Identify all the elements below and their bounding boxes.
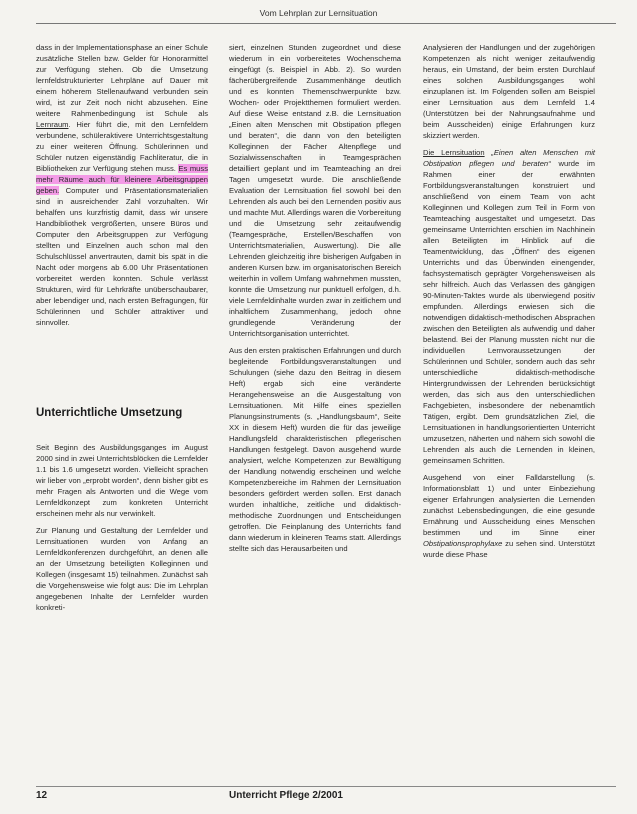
text-run: Computer und Präsentationsmaterialien sind in ausreichender Zahl vorzuhalten. Wir behalfen uns kurzfristig damit, dass wir unsere Handbibliothek vergrößerten, unsere Büros und Computer den Arbeitsgruppen zur Verfügung stellten und Einzelnen auch schon mal den Schulschlüssel anvertrauten, damit bis spät in die Nacht oder morgens ab 6.00 Uhr Präsentationen vorbereitet werden konnten. Schule verlässt Strukturen, wird für Lehrkräfte unüberschaubarer, aber lebendiger und, nach ersten Befragungen, für Schülerinnen und Schüler attraktiver und sinnvoller. — [36, 186, 208, 327]
paragraph: siert, einzelnen Stunden zugeordnet und diese wiederum in ein vorbereitetes Wochenschema eingefügt (s. Beispiel in Abb. 2). So wurden fächerübergreifende Zusammenhänge deutlich und es konnten Themenschwerpunkte bzw. Wochen- oder Projektthemen formuliert werden. Auf diese Weise entstand z.B. die Lernsituation „Einen alten Menschen mit Obstipation pflegen und beraten“, die dann von den beteiligten Kolleginnen der Fächer Altenpflege und Sozialwissenschaften in Teamgesprächen detailliert geplant und im Teamteaching an drei Tagen umgesetzt wurde. Die anschließende Evaluation der Lernsituation fiel sowohl bei den Lehrenden als auch bei den Lernenden positiv aus und machte Mut. Allerdings waren die Vorbereitung und die Umsetzung sehr zeitaufwendig (Teamgespräche, Erstellen/Beschaffen von Unterrichtsmaterialien, Auswertung). Die alle Lehrenden gleichzeitig ihre bisherigen Aufgaben in anderen Kursen bzw. im organisatorischen Bereich weiterhin in vollem Umfang wahrnehmen mussten, konnte die Umsetzung nur punktuell erfolgen, d.h. viele Lernfeldinhalte wurden zwar in zeitlichem und inhaltlichem Zusammenhang, jedoch ohne grundlegende Veränderung der Unterrichtsorganisation unterrichtet. — [229, 43, 401, 338]
text-run: . Hier führt die, mit den Lernfeldern verbundene, schüleraktivere Unterrichtsgestaltung zu einer weiteren Öffnung. Schülerinnen und Schüler nutzen eigenständig Fachliteratur, die in Bibliotheken zur Verfügung stehen muss. — [36, 120, 208, 173]
text-run: Ausgehend von einer Falldarstellung (s. Informationsblatt 1) und unter Einbeziehung eigener Erfahrungen analysierten die Lernenden zunächst Lebensbedingungen, die eine gesunde Ernährung und Ausscheidung eines Menschen bestimmen und im Sinne einer — [423, 473, 595, 537]
paragraph: Analysieren der Handlungen und der zugehörigen Kompetenzen als nicht weniger zeitaufwendig heraus, ein Umstand, der beim ersten Durchlauf eines solchen Ausbildungsganges wohl einzuplanen ist. Im Folgenden sollen am Beispiel einer Lernsituation aus dem Lernfeld 1.4 (Unterstützen bei der Nahrungsaufnahme und beim Ausscheiden) einige Erfahrungen kurz skizziert werden. — [423, 43, 595, 140]
header-rule — [36, 23, 616, 24]
footer-rule — [36, 786, 616, 787]
highlighted-text: Es muss mehr Räume auch für kleinere Arbeitsgruppen geben. — [36, 164, 208, 195]
underlined-term: Die Lernsituation — [423, 148, 485, 157]
text-run: zu sehen sind. Unterstützt wurde diese Phase — [423, 539, 595, 559]
italic-term: Obstipationsprophylaxe — [423, 539, 503, 548]
paragraph — [423, 472, 595, 560]
paragraph: Aus den ersten praktischen Erfahrungen und durch begleitende Fortbildungsveranstaltungen und Schulungen (siehe dazu den Beitrag in diesem Heft) ergab sich eine veränderte Herangehensweise an die Ausgestaltung von Lernsituationen. Mit Hilfe eines speziellen Planungsinstruments (s. „Handlungsbaum“, Seite XX in diesem Heft) wurden die für das jeweilige Handlungsfeld charakteristischen pflegerischen Handlungen festgelegt. Davon ausgehend wurde analysiert, welche Kompetenzen zur Bewältigung der Handlung notwendig erscheinen und welche Kompetenzbereiche im Rahmen der Lernsituation besonders gefördert werden sollen. Erst danach wurden inhaltliche, zeitliche und didaktisch-methodische Zuordnungen und Entscheidungen getroffen. Die Feinplanung des Unterrichts fand dann wiederum in kleineren Teams statt. Allerdings stellte sich das Herausarbeiten und — [229, 346, 401, 553]
text-column-3 — [423, 42, 595, 566]
italic-quote: „Einen alten Menschen mit Obstipation pflegen und beraten“ — [423, 148, 595, 168]
paragraph — [423, 147, 595, 466]
section-heading: Unterrichtliche Umsetzung — [36, 407, 183, 419]
journal-title: Unterricht Pflege 2/2001 — [229, 790, 343, 801]
underlined-term: Lernraum — [36, 120, 69, 129]
text-run: dass in der Implementationsphase an einer Schule zusätzliche Stellen bzw. Gelder für Honorarmittel zur Verfügung stehen. Ob die Umsetzung lernfeldstrukturierter Lehrpläne auf Dauer mit einem höherem Stellenaufwand verbunden sein wird, ist zur Zeit noch nicht abzusehen. Eine weitere Rahmenbedingung ist Schule als — [36, 43, 208, 118]
page-number: 12 — [36, 790, 48, 801]
paragraph: Seit Beginn des Ausbildungsganges im August 2000 sind in zwei Unterrichtsblöcken die Lernfelder 1.1 bis 1.6 umgesetzt worden. Vielleicht sprachen wir lieber von „erprobt worden“, denn bisher gibt es mehr Fragen als Antworten und die Wege vom Lernfeldkonzept zum konkreten Unterricht erscheinen mehr als nur verwinkelt. — [36, 443, 208, 518]
text-column-2 — [229, 42, 401, 560]
paragraph: Zur Planung und Gestaltung der Lernfelder und Lernsituationen wurden von Anfang an Lernfeldkonferenzen durchgeführt, an denen alle an der Umsetzung beteiligten Kolleginnen und Kollegen (insgesamt 15) teilnahmen. Zunächst sah die Vorgehensweise wie folgt aus: Die im Lehrplan angegebenen Inhalte der Lernfelder wurden konkreti- — [36, 526, 208, 612]
running-head: Vom Lehrplan zur Lernsituation — [259, 8, 378, 18]
text-run: wurde im Rahmen einer der erwähnten Fortbildungsveranstaltungen konstruiert und anschließend von einem Team von acht Kolleginnen und Kollegen zum Teil in Form von Teamteaching ausgestaltet und umgesetzt. Das gemeinsame Unterrichten erschien im Nachhinein allen Beteiligten im Hinblick auf die Teamentwicklung, das „Öffnen“ des eigenen Unterrichts und das Überwinden einengender, fachsystematisch geprägter Vorgehensweisen als sehr hilfreich. Auch das Verlassen des gängigen 90-Minuten-Taktes wurde als überwiegend positiv empfunden. Allerdings erwiesen sich die notwendigen didaktisch-methodischen Absprachen zwischen den Beteiligten als aufwendig und daher belastend. Bei der Planung mussten nicht nur die individuellen Lernvoraussetzungen der Schülerinnen und Schüler, sondern auch das sehr unterschiedliche didaktisch-methodische Hintergrundwissen der Lehrenden berücksichtigt werden, das sich aus den unterschiedlichen Fachgebieten, insbesondere der nebenamtlich Tätigen, ergibt. Dem grundsätzlichen Ziel, die Lernsituationen in handlungsorientierten Unterricht umzusetzen, näherten und nähern sich sowohl die Lehrenden als auch die Lernenden in kleinen, gemeinsamen Schritten. — [423, 159, 595, 465]
paragraph — [36, 42, 208, 328]
text-column-1 — [36, 42, 208, 619]
